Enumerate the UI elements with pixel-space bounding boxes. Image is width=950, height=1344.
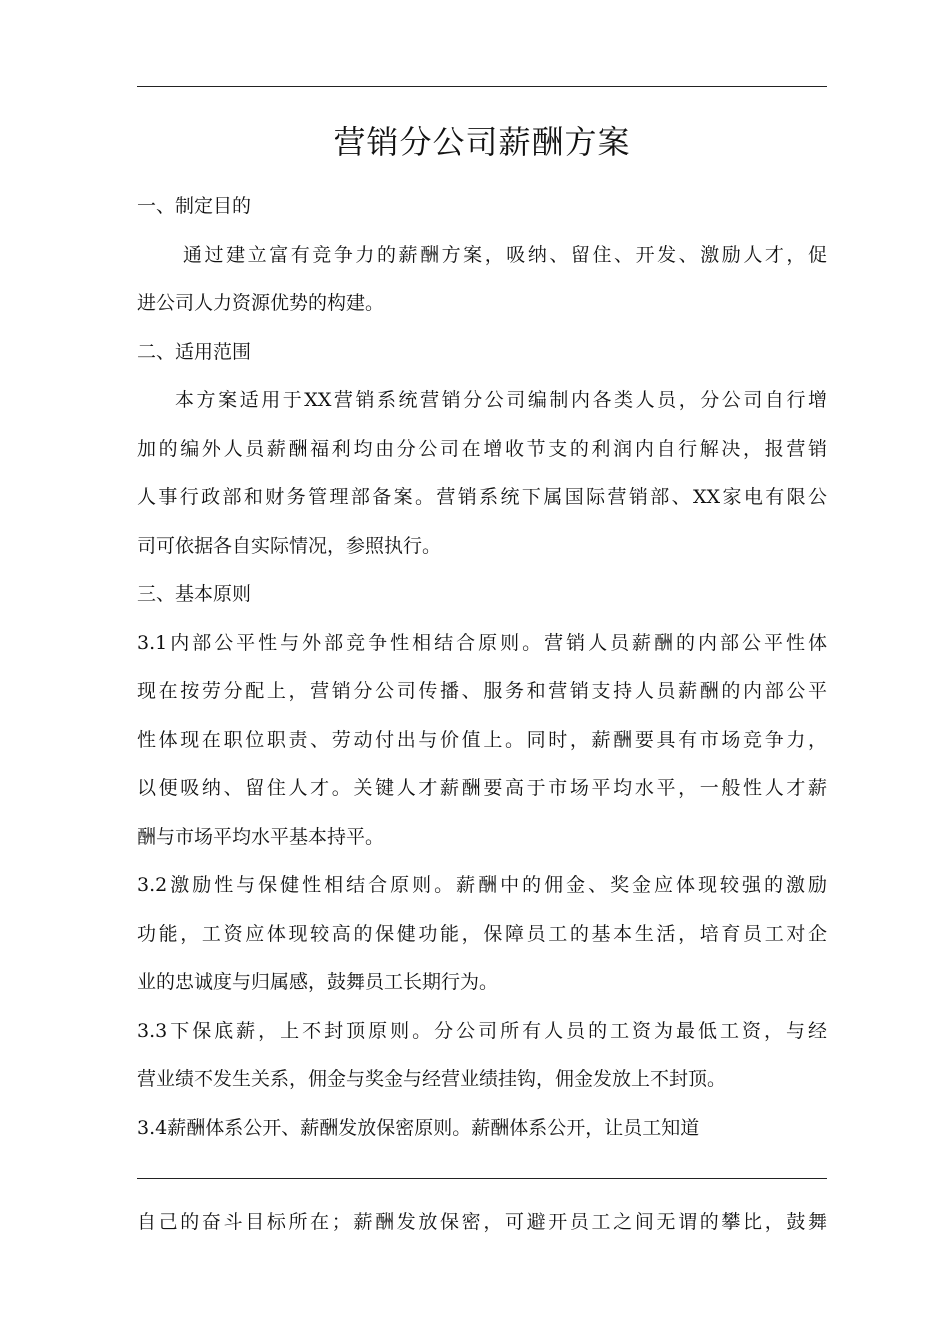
paragraph-line: 加的编外人员薪酬福利均由分公司在增收节支的利润内自行解决，报营销 [137,437,827,460]
page-break-rule [137,1178,827,1179]
paragraph-line: 功能，工资应体现较高的保健功能，保障员工的基本生活，培育员工对企 [137,922,827,945]
paragraph-line: 3.1内部公平性与外部竞争性相结合原则。营销人员薪酬的内部公平性体 [137,631,827,654]
paragraph-line: 本方案适用于XX营销系统营销分公司编制内各类人员，分公司自行增 [175,389,827,411]
section-heading-scope: 二、适用范围 [137,340,252,363]
paragraph-line: 现在按劳分配上，营销分公司传播、服务和营销支持人员薪酬的内部公平 [137,680,827,702]
paragraph-line: 营业绩不发生关系，佣金与奖金与经营业绩挂钩，佣金发放上不封顶。 [137,1068,727,1090]
section-heading-principles: 三、基本原则 [137,583,252,605]
paragraph-line: 司可依据各自实际情况，参照执行。 [137,534,442,557]
paragraph-line: 3.2激励性与保健性相结合原则。薪酬中的佣金、奖金应体现较强的激励 [137,874,827,896]
paragraph-line: 通过建立富有竞争力的薪酬方案，吸纳、留住、开发、激励人才，促 [183,243,827,266]
paragraph-line: 3.3下保底薪，上不封顶原则。分公司所有人员的工资为最低工资，与经 [137,1019,827,1042]
header-rule [137,86,827,87]
next-page-line: 自己的奋斗目标所在；薪酬发放保密，可避开员工之间无谓的攀比，鼓舞 [137,1211,827,1233]
paragraph-line: 人事行政部和财务管理部备案。营销系统下属国际营销部、XX家电有限公 [137,486,827,508]
document-title: 营销分公司薪酬方案 [333,123,631,161]
paragraph-line: 进公司人力资源优势的构建。 [137,292,385,314]
paragraph-line: 业的忠诚度与归属感，鼓舞员工长期行为。 [137,971,499,993]
paragraph-line: 以便吸纳、留住人才。关键人才薪酬要高于市场平均水平，一般性人才薪 [137,777,827,799]
paragraph-line: 3.4薪酬体系公开、薪酬发放保密原则。薪酬体系公开，让员工知道 [137,1116,700,1139]
document-body [137,182,827,1152]
paragraph-line: 酬与市场平均水平基本持平。 [137,825,385,848]
section-heading-purpose: 一、制定目的 [137,195,252,217]
paragraph-line: 性体现在职位职责、劳动付出与价值上。同时，薪酬要具有市场竞争力， [137,728,827,751]
